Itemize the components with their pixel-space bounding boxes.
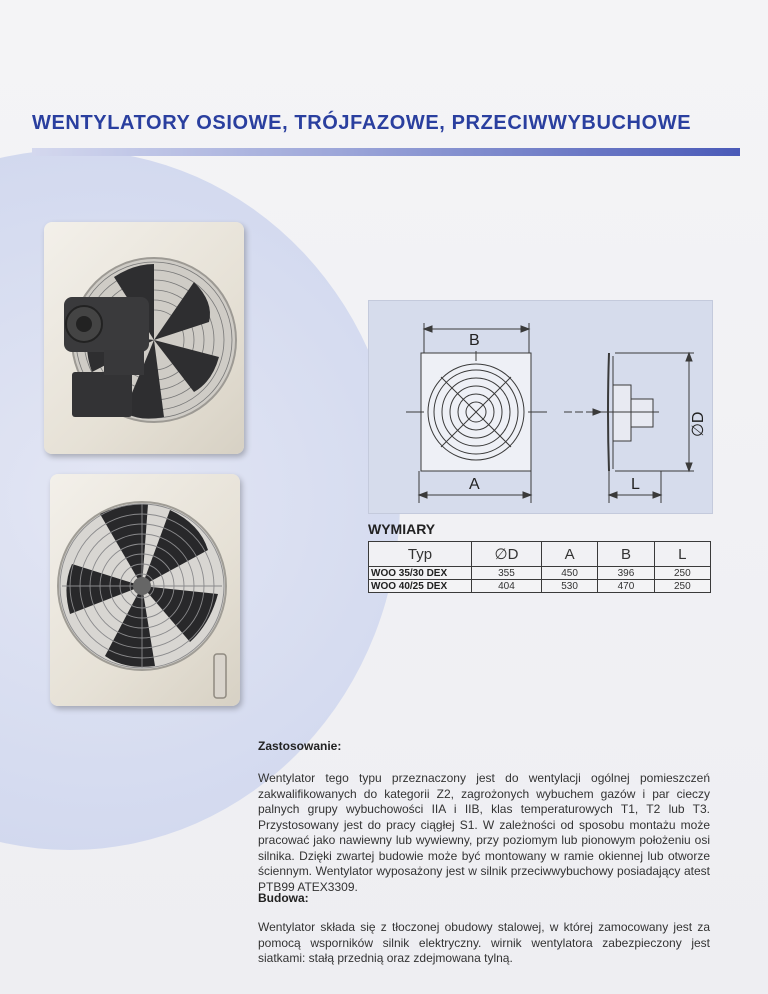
cell-a: 450 bbox=[541, 567, 597, 580]
column-header-typ: Typ bbox=[369, 542, 472, 567]
cell-b: 470 bbox=[598, 580, 654, 593]
column-header-b: B bbox=[598, 542, 654, 567]
cell-b: 396 bbox=[598, 567, 654, 580]
cell-l: 250 bbox=[654, 580, 710, 593]
column-header-d: ∅D bbox=[472, 542, 542, 567]
dimension-label-l: L bbox=[631, 476, 640, 493]
section-text-construction: Wentylator składa się z tłoczonej obudowy stalowej, w której zamocowany jest za pomocą wsporników silnik elektryczny. wirnik wentylatora zabezpieczony jest siatkami: stałą przednią oraz zdejmowana tylną. bbox=[258, 920, 710, 965]
dimension-diagram bbox=[368, 300, 713, 514]
fan-photo-front bbox=[50, 474, 240, 706]
column-header-a: A bbox=[541, 542, 597, 567]
cell-typ: WOO 35/30 DEX bbox=[369, 567, 472, 580]
cell-typ: WOO 40/25 DEX bbox=[369, 580, 472, 593]
cell-a: 530 bbox=[541, 580, 597, 593]
page-title: WENTYLATORY OSIOWE, TRÓJFAZOWE, PRZECIWWYBUCHOWE bbox=[32, 112, 692, 134]
dimensions-heading: WYMIARY bbox=[368, 521, 436, 537]
cell-d: 355 bbox=[472, 567, 542, 580]
cell-d: 404 bbox=[472, 580, 542, 593]
column-header-l: L bbox=[654, 542, 710, 567]
section-heading-application: Zastosowanie: bbox=[258, 739, 342, 753]
table-header-row bbox=[369, 542, 711, 567]
dimension-label-a: A bbox=[469, 476, 480, 493]
title-underline bbox=[32, 148, 740, 156]
fan-photo-rear bbox=[44, 222, 244, 454]
table-row bbox=[369, 567, 711, 580]
dimension-label-d: ∅D bbox=[690, 411, 707, 437]
cell-l: 250 bbox=[654, 567, 710, 580]
table-row bbox=[369, 580, 711, 593]
section-heading-construction: Budowa: bbox=[258, 891, 309, 905]
dimensions-table bbox=[368, 541, 711, 593]
dimension-label-b: B bbox=[469, 332, 480, 349]
section-text-application: Wentylator tego typu przeznaczony jest do wentylacji ogólnej pomieszczeń zakwalifikowanych do kategorii Z2, zagrożonych wybuchem gazów i par cieczy palnych grupy wybuchowości IIA i IIB, klas temperaturowych T1, T2 lub T3. Przystosowany jest do pracy ciągłej S1. W zależności od sposobu montażu może pracować jako nawiewny lub wywiewny, przy poziomym lub pionowym położeniu osi silnika. Dzięki zwartej budowie może być montowany w ramie okiennej lub otworze ściennym. Wentylator wyposażony jest w silnik przeciwwybuchowy posiadający atest PTB99 ATEX3309. bbox=[258, 771, 710, 894]
